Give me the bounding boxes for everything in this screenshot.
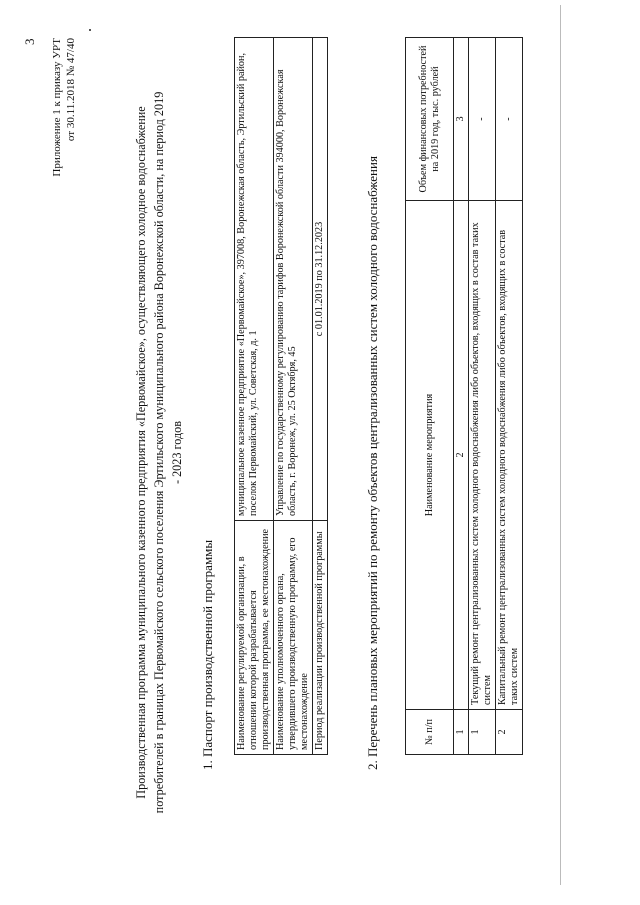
- passport-label: Наименование регулируемой организации, в отношении которой разрабатывается производственная программа, ее местонахождение: [235, 521, 274, 755]
- table-header-row: [406, 38, 454, 755]
- table-row: [235, 38, 274, 755]
- row-number: 2: [496, 710, 523, 755]
- col-number: 1: [454, 710, 469, 755]
- measure-name: Капитальный ремонт централизованных систем холодного водоснабжения либо объектов, входящих в состав таких систем: [496, 201, 523, 710]
- table-row: [469, 38, 496, 755]
- approval-line-2: от 30.11.2018 № 47/40: [65, 38, 77, 142]
- passport-value: с 01.01.2019 по 31.12.2023: [313, 38, 328, 521]
- table-row: [274, 38, 313, 755]
- col-number: 3: [454, 38, 469, 201]
- passport-value: Управление по государственному регулированию тарифов Воронежской области 394000, Воронежская область, г. Воронеж, ул. 25 Октября, 45: [274, 38, 313, 521]
- section-1-heading: 1. Паспорт производственной программы: [200, 539, 215, 770]
- col-header-number: № п/п: [406, 710, 454, 755]
- page-edge-line: [560, 5, 561, 885]
- column-number-row: [454, 38, 469, 755]
- col-number: 2: [454, 201, 469, 710]
- passport-label: Наименование уполномоченного органа, утвердившего производственную программу, его местонахождение: [274, 521, 313, 755]
- page-number: 3: [22, 38, 37, 45]
- document-title: Производственная программа муниципального казенного предприятия «Первомайское», осуществляющего холодное водоснабжение потребителей в границах Первомайского сельского поселения Эртильского муниципального района Воронежской области, на период 2019 - 2023 годов: [134, 91, 184, 814]
- section-2-heading: 2. Перечень плановых мероприятий по ремонту объектов централизованных систем холодного водоснабжения: [365, 156, 380, 770]
- table-row: [313, 38, 328, 755]
- repair-measures-table: [405, 37, 523, 755]
- table-row: [496, 38, 523, 755]
- approval-note: [50, 38, 78, 338]
- passport-value: муниципальное казенное предприятие «Первомайское», 397008, Воронежская область, Эртильский район, поселок Первомайский, ул. Советская, д. 1: [235, 38, 274, 521]
- scan-speck: [89, 29, 91, 31]
- approval-line-1: Приложение 1 к приказу УРТ: [51, 38, 63, 177]
- row-number: 1: [469, 710, 496, 755]
- passport-table: [234, 37, 328, 755]
- col-header-amount: Объем финансовых потребностей на 2019 год, тыс. рублей: [406, 38, 454, 201]
- measure-amount: -: [496, 38, 523, 201]
- measure-name: Текущий ремонт централизованных систем холодного водоснабжения либо объектов, входящих в состав таких систем: [469, 201, 496, 710]
- measure-amount: -: [469, 38, 496, 201]
- col-header-name: Наименование мероприятия: [406, 201, 454, 710]
- passport-label: Период реализации производственной программы: [313, 521, 328, 755]
